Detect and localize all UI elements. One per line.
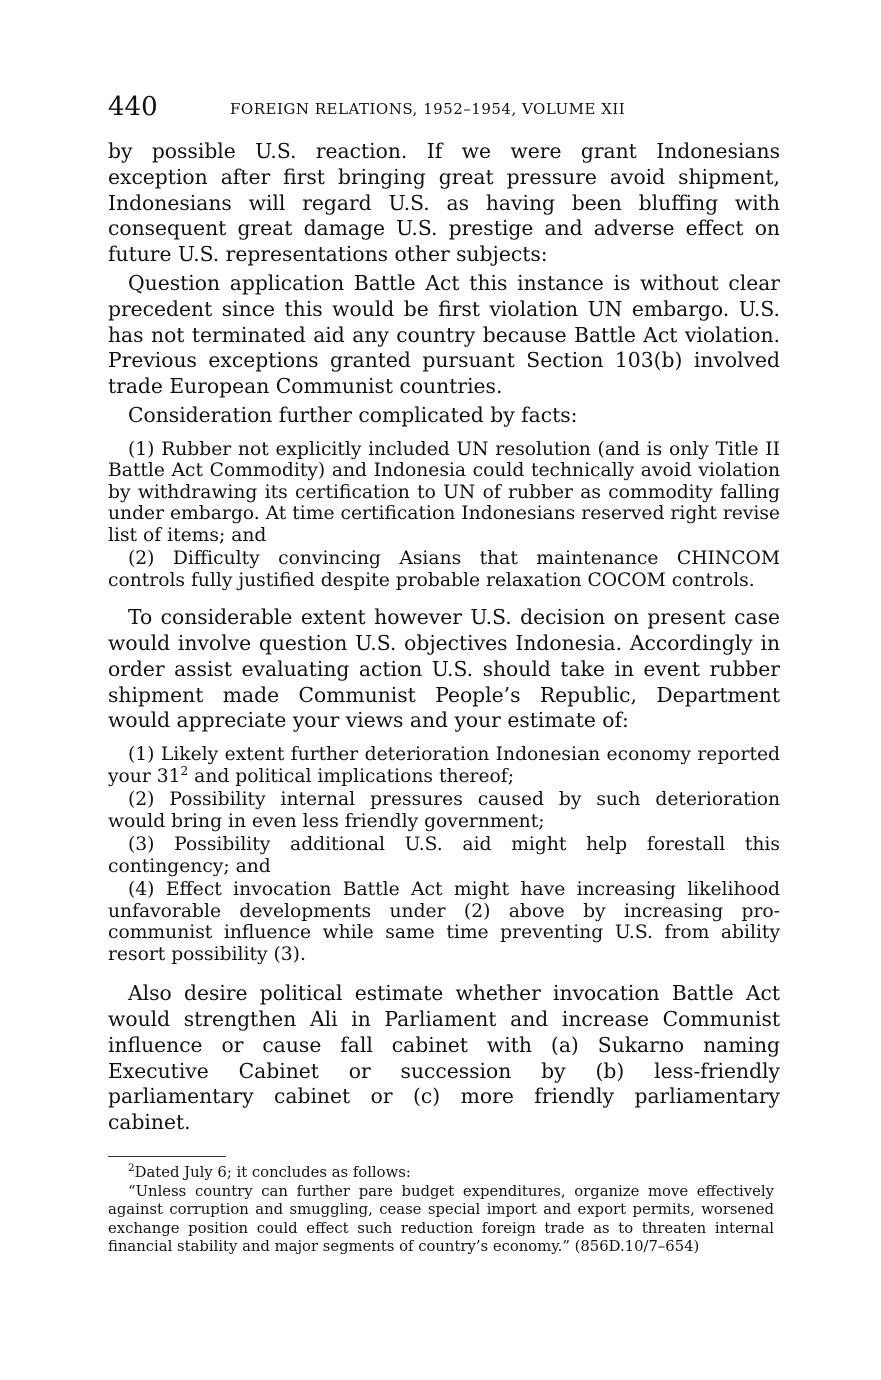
body-text (108, 139, 780, 1136)
paragraph-4: To considerable extent however U.S. decision on present case would involve question U.S. objectives Indonesia. Accordingly in order assist evaluating action U.S. should take in event rubber shipment made Communist People’s Republic, Department would appreciate your views and your estimate of: (108, 605, 780, 733)
fact-item-1: (1) Rubber not explicitly included UN resolution (and is only Title II Battle Act Commodity) and Indonesia could technically avoid violation by withdrawing its certification to UN of rubber as commodity falling under embargo. At time certification Indonesians reserved right revise list of items; and (108, 438, 780, 546)
footnote-2-quote: “Unless country can further pare budget expenditures, organize move effectively against corruption and smuggling, cease special import and export permits, worsened exchange position could effect such reduction foreign trade as to threaten internal financial stability and major segments of country’s economy.” (856D.10/7–654) (108, 1182, 774, 1256)
estimate-item-1-text: (1) Likely extent further deterioration Indonesian economy reported your 31 (108, 744, 780, 787)
footnotes (108, 1164, 774, 1257)
paragraph-3: Consideration further complicated by facts: (128, 402, 578, 427)
footnote-divider (108, 1156, 226, 1157)
estimate-item-1 (108, 744, 780, 787)
estimates-list (108, 744, 780, 965)
paragraph-5: Also desire political estimate whether invocation Battle Act would strengthen Ali in Parliament and increase Communist influence or cause fall cabinet with (a) Sukarno naming Executive Cabinet or succession by (b) less-friendly parliamentary cabinet or (c) more friendly parliamentary cabinet. (108, 981, 780, 1135)
estimate-item-2: (2) Possibility internal pressures caused by such deterioration would bring in even less friendly government; (108, 789, 780, 832)
estimate-item-4: (4) Effect invocation Battle Act might have increasing likelihood unfavorable developments under (2) above by increasing pro-communist influence while same time preventing U.S. from ability resort possibility (3). (108, 879, 780, 965)
page-header (108, 92, 780, 122)
running-head: FOREIGN RELATIONS, 1952–1954, VOLUME XII (230, 100, 626, 118)
estimate-item-3: (3) Possibility additional U.S. aid might help forestall this contingency; and (108, 834, 780, 877)
footnote-marker: 2 (128, 1162, 135, 1175)
page-number: 440 (108, 92, 158, 122)
paragraph-1: by possible U.S. reaction. If we were grant Indonesians exception after first bringing great pressure avoid shipment, Indonesians will regard U.S. as having been bluffing with consequent great damage U.S. prestige and adverse effect on future U.S. representations other subjects: (108, 139, 780, 267)
fact-item-2: (2) Difficulty convincing Asians that maintenance CHINCOM controls fully justified despite probable relaxation COCOM controls. (108, 548, 780, 591)
paragraph-2: Question application Battle Act this instance is without clear precedent since this would be first violation UN embargo. U.S. has not terminated aid any country because Battle Act violation. Previous exceptions granted pursuant Section 103(b) involved trade European Communist countries. (108, 270, 780, 399)
footnote-2-text: Dated July 6; it concludes as follows: (134, 1164, 411, 1181)
facts-list (108, 439, 780, 592)
footnote-2 (108, 1164, 774, 1183)
estimate-item-1-tail: and political implications thereof; (188, 765, 515, 787)
footnote-ref: 2 (180, 763, 189, 778)
